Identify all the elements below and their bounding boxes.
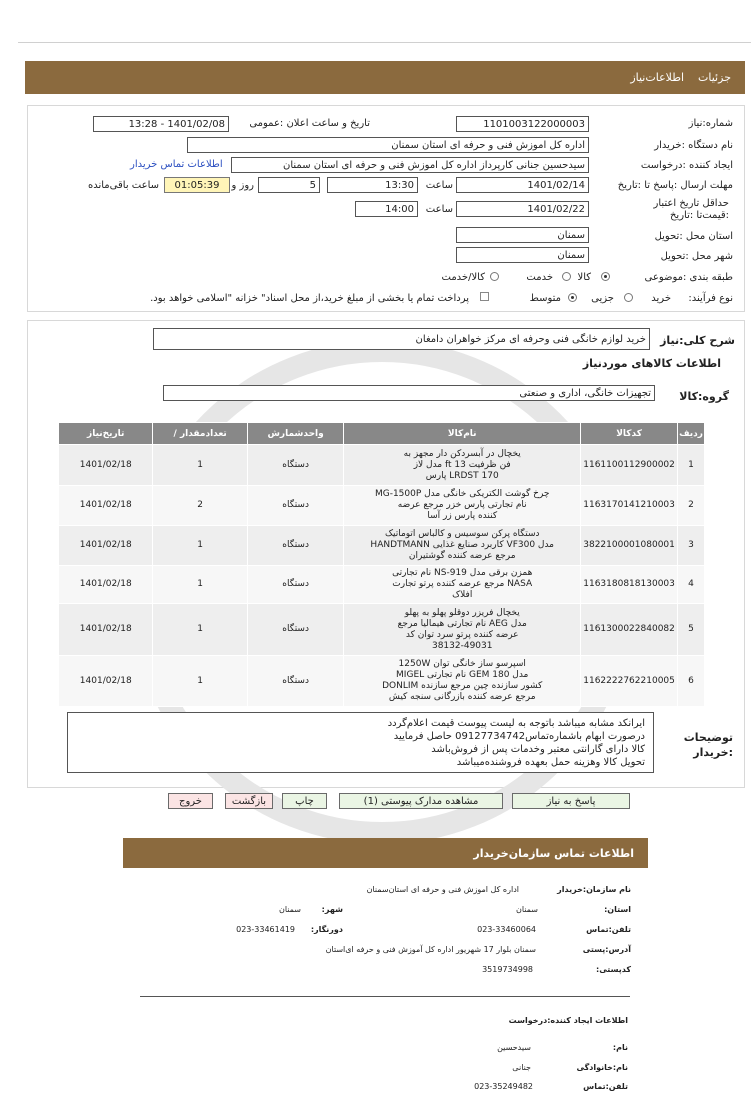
days-label: روز و — [231, 180, 254, 191]
buyer-label: نام دستگاه :خریدار — [654, 140, 733, 151]
contact-province-value: سمنان — [515, 905, 538, 914]
cell-code: 1163170141210003 — [581, 486, 678, 526]
cell-name — [344, 566, 581, 604]
validity-label: حداقل تاریخ اعتبار :قیمت‌تا :تاریخ — [653, 198, 729, 221]
buyer-note-line: درصورت ابهام باشماره‌تماس09127734742 حاصل فرمایید — [393, 731, 645, 742]
table-row — [59, 445, 705, 486]
cell-qty: 1 — [153, 445, 247, 486]
city-field: سمنان — [456, 247, 589, 263]
cell-name-line: کشور سازنده چین مرجع سازنده DONLIM — [382, 681, 543, 691]
cell-name-line: مرجع عرضه کننده بازرگانی سنجه کیش — [388, 692, 536, 702]
remaining-label: ساعت باقی‌مانده — [87, 180, 159, 191]
deadline-time-field: 13:30 — [327, 177, 418, 193]
creator-name-value: سیدحسین — [497, 1043, 531, 1052]
cell-name-line: همزن برقی مدل NS-919 نام تجارتی — [392, 568, 533, 578]
cell-name — [344, 445, 581, 486]
buyer-note-line: ایرانکد مشابه میباشد باتوجه به لیست پیوست قیمت اعلام‌گردد — [387, 718, 645, 729]
category-service-radio[interactable] — [562, 272, 571, 281]
summary-label: شرح کلی:نیاز — [660, 334, 735, 347]
validity-date-field: 1401/02/22 — [456, 201, 589, 217]
creator-phone-label: تلفن:تماس — [583, 1082, 628, 1091]
cell-date: 1401/02/18 — [59, 486, 153, 526]
creator-info-title: اطلاعات ایجاد کننده:درخواست — [508, 1016, 628, 1025]
category-both-radio[interactable] — [490, 272, 499, 281]
header-quantity: / تعدادمقدار — [153, 423, 247, 445]
cell-row: 3 — [678, 526, 705, 566]
goods-group-label: گروه:کالا — [679, 390, 729, 403]
cell-name-line: یخچال فریزر دوقلو پهلو به پهلو — [404, 607, 520, 618]
cell-row: 4 — [678, 566, 705, 604]
contact-phone-value: 023-33460064 — [477, 925, 536, 934]
process-medium-label: متوسط — [529, 293, 561, 304]
header-need-date: تاریخ‌نیاز — [59, 423, 153, 445]
cell-name-line: کننده پارس زر آسا — [427, 511, 498, 521]
province-label: استان محل :تحویل — [654, 231, 733, 242]
header-goods-code: کدکالا — [581, 423, 678, 445]
contact-title: اطلاعات تماس سازمان‌خریدار — [473, 847, 634, 860]
cell-row: 5 — [678, 604, 705, 656]
cell-unit: دستگاه — [247, 604, 344, 656]
contact-phone-label: تلفن:تماس — [586, 925, 631, 934]
goods-table — [58, 422, 705, 707]
cell-name-line: مرجع عرضه کننده گوشتیران — [408, 551, 516, 561]
summary-field: خرید لوازم خانگی فنی وحرفه ای مرکز خواهران دامغان — [153, 328, 650, 350]
contact-address-label: آدرس:پستی — [582, 945, 631, 954]
goods-table-header — [59, 423, 705, 445]
cell-name-line: افلاک — [452, 590, 473, 600]
deadline-date-field: 1401/02/14 — [456, 177, 589, 193]
cell-unit: دستگاه — [247, 445, 344, 486]
cell-name — [344, 526, 581, 566]
contact-fax-label: دورنگار: — [310, 925, 343, 934]
contact-city-label: شهر: — [321, 905, 343, 914]
contact-province-label: استان: — [604, 905, 631, 914]
cell-unit: دستگاه — [247, 656, 344, 707]
attachments-button[interactable]: مشاهده مدارک پیوستی (1) — [339, 793, 503, 809]
top-divider — [18, 42, 751, 43]
need-number-label: شماره:نیاز — [688, 118, 733, 129]
cell-name-line: دستگاه پرکن سوسیس و کالباس اتوماتیک — [384, 529, 540, 539]
back-button[interactable]: بازگشت — [225, 793, 273, 809]
contact-org-label: نام سازمان:خریدار — [557, 885, 631, 894]
cell-row: 6 — [678, 656, 705, 707]
buyer-note-line: تحویل کالا وهزینه حمل بعهده فروشنده‌میباشد — [456, 757, 645, 768]
reply-button[interactable]: پاسخ به نیاز — [512, 793, 630, 809]
creator-family-value: جنانی — [512, 1063, 531, 1072]
need-number-field: 1101003122000003 — [456, 116, 589, 132]
cell-name-line: 38132-49031 — [431, 640, 493, 651]
cell-date: 1401/02/18 — [59, 526, 153, 566]
header-goods-name: نام‌کالا — [344, 423, 581, 445]
category-goods-label: کالا — [577, 272, 591, 283]
creator-phone-value: 023-35249482 — [474, 1082, 533, 1091]
exit-button[interactable]: خروج — [168, 793, 213, 809]
buyer-field: اداره کل اموزش فنی و حرفه ای استان سمنان — [187, 137, 589, 153]
treasury-payment-note: پرداخت تمام یا بخشی از مبلغ خرید،از محل اسناد" خزانه "اسلامی خواهد بود. — [150, 293, 469, 304]
creator-field: سیدحسین جنانی کارپرداز اداره کل اموزش فنی و حرفه ای استان سمنان — [231, 157, 589, 173]
goods-info-title: اطلاعات کالاهای موردنیاز — [582, 357, 721, 370]
deadline-hour-label: ساعت — [425, 180, 453, 191]
contact-city-value: سمنان — [278, 905, 301, 914]
creator-label: ایجاد کننده :درخواست — [640, 160, 733, 171]
cell-date: 1401/02/18 — [59, 445, 153, 486]
cell-qty: 1 — [153, 566, 247, 604]
cell-name-line: مدل AEG نام تجارتی هیمالیا مرجع — [397, 618, 527, 629]
contact-postal-label: کدپستی: — [596, 965, 631, 974]
cell-code: 1163180818130003 — [581, 566, 678, 604]
cell-qty: 1 — [153, 604, 247, 656]
contact-postal-value: 3519734998 — [482, 965, 533, 974]
breadcrumb-need-info[interactable]: اطلاعات‌نیاز — [630, 71, 685, 84]
cell-code: 3822100001080001 — [581, 526, 678, 566]
validity-hour-label: ساعت — [425, 204, 453, 215]
cell-unit: دستگاه — [247, 566, 344, 604]
cell-name-line: نام تجارتی پارس خزر مرجع عرضه — [397, 500, 527, 510]
cell-row: 2 — [678, 486, 705, 526]
cell-qty: 2 — [153, 486, 247, 526]
cell-row: 1 — [678, 445, 705, 486]
city-label: شهر محل :تحویل — [660, 251, 733, 262]
cell-date: 1401/02/18 — [59, 566, 153, 604]
cell-code: 1162222762210005 — [581, 656, 678, 707]
cell-name-line: مدل VF300 کاربرد صنایع غذایی HANDTMANN — [370, 540, 555, 550]
buyer-notes-label: توضیحات :خریدار — [683, 731, 733, 759]
buyer-note-line: کالا دارای گارانتی معتبر وخدمات پس از فروش‌باشد — [431, 744, 645, 755]
cell-name-line: مدل GEM 180 نام تجارتی MIGEL — [396, 670, 529, 680]
category-goods-radio[interactable] — [601, 272, 610, 281]
header-row-number: ردیف — [678, 423, 705, 445]
cell-qty: 1 — [153, 656, 247, 707]
cell-date: 1401/02/18 — [59, 604, 153, 656]
cell-code: 1161300022840082 — [581, 604, 678, 656]
contact-org-value: اداره کل اموزش فنی و حرفه ای استان‌سمنان — [366, 885, 519, 894]
creator-family-label: نام:خانوادگی — [576, 1063, 628, 1072]
treasury-payment-checkbox[interactable] — [480, 292, 489, 301]
cell-name — [344, 604, 581, 656]
category-both-label: کالا/خدمت — [441, 272, 485, 283]
cell-unit: دستگاه — [247, 486, 344, 526]
category-service-label: خدمت — [526, 272, 553, 283]
process-minor-radio[interactable] — [624, 293, 633, 302]
cell-name — [344, 486, 581, 526]
cell-name-line: NASA مرجع عرضه کننده پرتو تجارت — [392, 579, 533, 589]
breadcrumb-details[interactable]: جزئیات — [698, 71, 731, 84]
table-row — [59, 566, 705, 604]
cell-name-line: LRDST 170 پارس — [425, 470, 499, 481]
cell-qty: 1 — [153, 526, 247, 566]
contact-fax-value: 023-33461419 — [236, 925, 295, 934]
cell-name-line: فن ظرفیت 13 ft مدل لاز — [413, 459, 511, 470]
table-row — [59, 656, 705, 707]
contact-address-value: سمنان بلوار 17 شهریور اداره کل آموزش فنی و حرفه ای‌استان — [325, 945, 536, 954]
creator-name-label: نام: — [612, 1043, 628, 1052]
announce-date-field: 1401/02/08 - 13:28 — [93, 116, 229, 132]
contact-header-bar — [123, 838, 648, 868]
buyer-contact-link[interactable]: اطلاعات تماس خریدار — [130, 159, 223, 170]
header-unit: واحدشمارش — [247, 423, 344, 445]
days-field: 5 — [258, 177, 320, 193]
cell-name-line: یخچال در آبسردکن دار مجهز به — [403, 448, 521, 459]
print-button[interactable]: چاپ — [282, 793, 327, 809]
goods-group-field: تجهیزات خانگی، اداری و صنعتی — [163, 385, 655, 401]
process-minor-label: جزیی — [591, 293, 614, 304]
remaining-timer: 01:05:39 — [164, 177, 230, 193]
cell-code: 1161100112900002 — [581, 445, 678, 486]
table-row — [59, 486, 705, 526]
process-buy-label: خرید — [651, 293, 671, 304]
page-header-bar — [25, 61, 745, 94]
province-field: سمنان — [456, 227, 589, 243]
process-label: نوع فرآیند: — [688, 293, 733, 304]
announce-label: تاریخ و ساعت اعلان :عمومی — [249, 118, 370, 129]
deadline-label: مهلت ارسال :پاسخ تا :تاریخ — [617, 180, 733, 191]
cell-name-line: چرخ گوشت الکتریکی خانگی مدل MG-1500P — [374, 489, 550, 499]
cell-date: 1401/02/18 — [59, 656, 153, 707]
category-label: طبقه بندی :موضوعی — [644, 272, 733, 283]
validity-time-field: 14:00 — [355, 201, 418, 217]
process-medium-radio[interactable] — [568, 293, 577, 302]
cell-name-line: عرضه کننده پرتو سرد توان کد — [405, 629, 519, 640]
cell-name — [344, 656, 581, 707]
table-row — [59, 604, 705, 656]
buyer-notes-box — [67, 712, 654, 773]
contact-divider — [140, 996, 630, 997]
cell-name-line: اسپرسو ساز خانگی توان 1250W — [398, 659, 526, 669]
cell-unit: دستگاه — [247, 526, 344, 566]
table-row — [59, 526, 705, 566]
